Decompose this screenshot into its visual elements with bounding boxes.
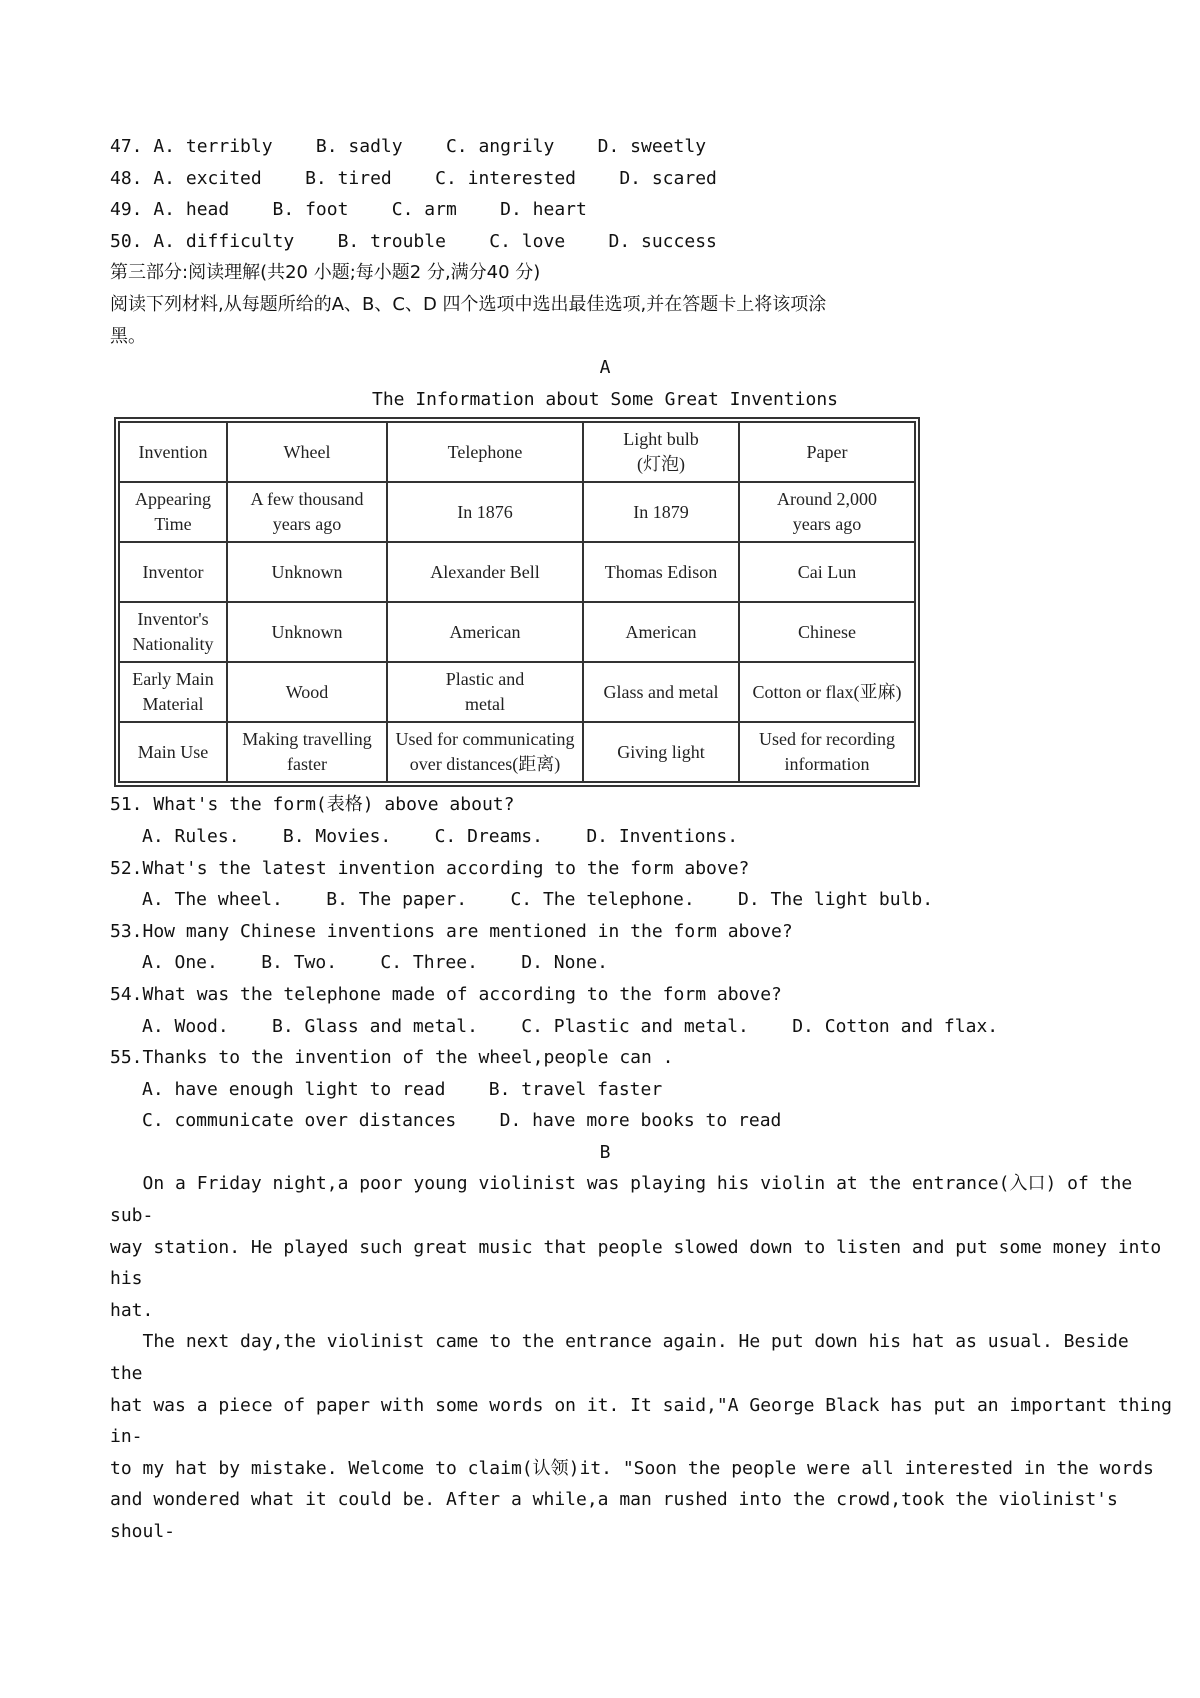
- passage-b-line: hat.: [110, 1299, 154, 1321]
- passage-b-line: shoul-: [110, 1521, 176, 1542]
- table-row-header: Invention: [119, 422, 227, 482]
- cloze-options: [110, 131, 1100, 257]
- passage-b-line: sub-: [110, 1205, 154, 1227]
- table-cell: Around 2,000 years ago: [739, 482, 915, 542]
- table-cell: Plastic and metal: [387, 662, 583, 722]
- question-53-stem: 53.How many Chinese inventions are mentioned in the form above?: [110, 920, 793, 942]
- exam-page: [110, 131, 1173, 1548]
- cloze-item-47: 47. A. terribly B. sadly C. angrily D. sweetly: [110, 136, 707, 157]
- inventions-table: [118, 421, 916, 783]
- cloze-item-50: 50. A. difficulty B. trouble C. love D. success: [110, 230, 717, 252]
- table-row: [119, 662, 915, 722]
- table-row-header: Inventor's Nationality: [119, 602, 227, 662]
- table-row-header: Appearing Time: [119, 482, 227, 542]
- passage-b-line: in-: [110, 1426, 143, 1448]
- table-cell: Alexander Bell: [387, 542, 583, 602]
- table-cell: Wood: [227, 662, 387, 722]
- table-row-header: Inventor: [119, 542, 227, 602]
- passage-b-text: [110, 1168, 1173, 1547]
- table-cell: Telephone: [387, 422, 583, 482]
- passage-b-line: and wondered what it could be. After a while,a man rushed into the crowd,took the violinist's: [110, 1489, 1118, 1511]
- cloze-item-48: 48. A. excited B. tired C. interested D. scared: [110, 167, 717, 189]
- table-cell: In 1876: [387, 482, 583, 542]
- passage-b-line: his: [110, 1268, 143, 1290]
- table-cell: Thomas Edison: [583, 542, 739, 602]
- table-cell: American: [387, 602, 583, 662]
- table-row: [119, 482, 915, 542]
- section-title: 第三部分:阅读理解(共20 小题;每小题2 分,满分40 分): [110, 262, 541, 284]
- table-cell: Used for recording information: [739, 722, 915, 782]
- passage-b-line: the: [110, 1363, 143, 1385]
- passage-b-letter: B: [599, 1141, 611, 1163]
- table-row: [119, 542, 915, 602]
- question-55-options-ab: A. have enough light to read B. travel faster: [142, 1078, 663, 1100]
- table-row-header: Main Use: [119, 722, 227, 782]
- table-cell: In 1879: [583, 482, 739, 542]
- table-cell: Cotton or flax(亚麻): [739, 662, 915, 722]
- table-cell: Wheel: [227, 422, 387, 482]
- table-cell: American: [583, 602, 739, 662]
- table-cell: Making travelling faster: [227, 722, 387, 782]
- question-52-stem: 52.What's the latest invention according to the form above?: [110, 857, 750, 879]
- table-row: [119, 722, 915, 782]
- table-cell: Glass and metal: [583, 662, 739, 722]
- passage-b-line: way station. He played such great music that people slowed down to listen and put some money into: [110, 1236, 1162, 1258]
- instructions-line-1: 阅读下列材料,从每题所给的A、B、C、D 四个选项中选出最佳选项,并在答题卡上将该项涂: [110, 293, 827, 315]
- table-cell: Unknown: [227, 602, 387, 662]
- question-list: [110, 789, 1100, 1137]
- table-row-header: Early Main Material: [119, 662, 227, 722]
- question-51-options: A. Rules. B. Movies. C. Dreams. D. Inventions.: [142, 825, 739, 847]
- question-51-stem: 51. What's the form(表格) above about?: [110, 794, 515, 816]
- passage-b-line: hat was a piece of paper with some words on it. It said,"A George Black has put an important thing: [110, 1394, 1173, 1416]
- question-54-options: A. Wood. B. Glass and metal. C. Plastic and metal. D. Cotton and flax.: [142, 1015, 999, 1037]
- table-cell: Paper: [739, 422, 915, 482]
- passage-b-line: to my hat by mistake. Welcome to claim(认领)it. "Soon the people were all interested in the words: [110, 1457, 1154, 1479]
- question-53-options: A. One. B. Two. C. Three. D. None.: [142, 952, 608, 974]
- table-cell: Chinese: [739, 602, 915, 662]
- passage-b-line: The next day,the violinist came to the entrance again. He put down his hat as usual. Beside: [110, 1331, 1129, 1353]
- passage-a-letter: A: [599, 357, 611, 379]
- table-cell: Giving light: [583, 722, 739, 782]
- passage-a-title: The Information about Some Great Inventions: [372, 388, 838, 410]
- passage-b-line: On a Friday night,a poor young violinist was playing his violin at the entrance(入口) of the: [110, 1173, 1133, 1195]
- question-54-stem: 54.What was the telephone made of according to the form above?: [110, 983, 782, 1005]
- table-row: [119, 422, 915, 482]
- cloze-item-49: 49. A. head B. foot C. arm D. heart: [110, 199, 587, 221]
- table-cell: Cai Lun: [739, 542, 915, 602]
- question-55-options-cd: C. communicate over distances D. have more books to read: [142, 1110, 782, 1132]
- table-cell: Used for communicating over distances(距离): [387, 722, 583, 782]
- table-cell: Unknown: [227, 542, 387, 602]
- instructions-line-2: 黑。: [110, 325, 146, 347]
- question-52-options: A. The wheel. B. The paper. C. The telephone. D. The light bulb.: [142, 889, 934, 911]
- question-55-stem: 55.Thanks to the invention of the wheel,people can .: [110, 1047, 674, 1069]
- table-row: [119, 602, 915, 662]
- table-cell: A few thousand years ago: [227, 482, 387, 542]
- table-cell: Light bulb (灯泡): [583, 422, 739, 482]
